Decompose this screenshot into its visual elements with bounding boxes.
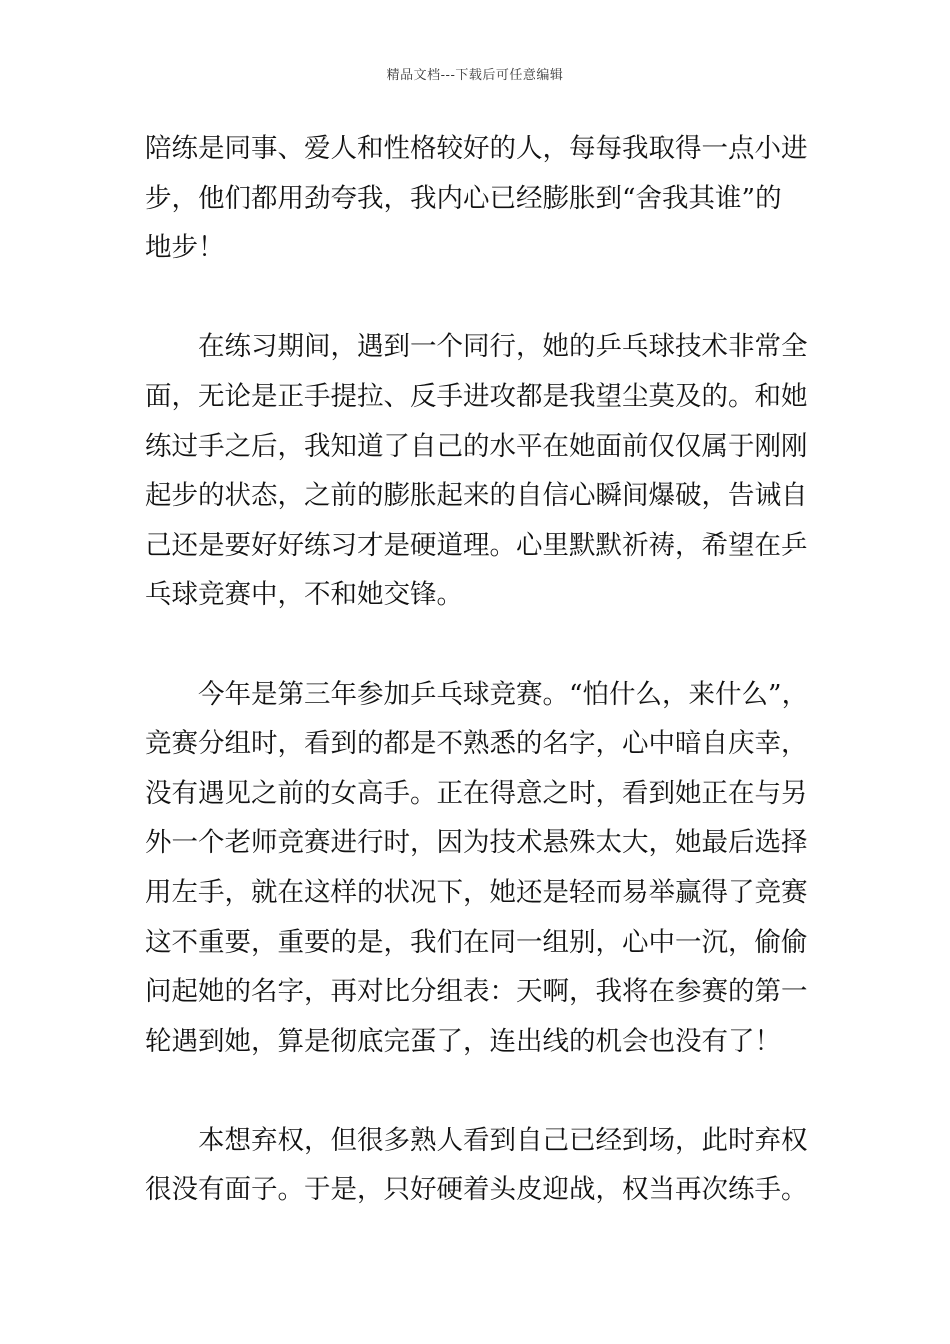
text-line: 问起她的名字，再对比分组表：天啊，我将在参赛的第一 <box>145 976 808 1008</box>
paragraph-3 <box>145 670 810 1067</box>
text-line: 本想弃权，但很多熟人看到自己已经到场，此时弃权 <box>198 1124 808 1156</box>
text-line: 外一个老师竞赛进行时，因为技术悬殊太大，她最后选择 <box>145 827 808 859</box>
text-line: 轮遇到她，算是彻底完蛋了，连出线的机会也没有了！ <box>145 1025 781 1057</box>
text-line: 己还是要好好练习才是硬道理。心里默默祈祷，希望在乒 <box>145 529 808 561</box>
text-line: 练过手之后，我知道了自己的水平在她面前仅仅属于刚刚 <box>145 430 808 462</box>
text-line: 地步！ <box>145 232 225 264</box>
paragraph-gap <box>145 620 810 670</box>
text-line: 没有遇见之前的女高手。正在得意之时，看到她正在与另 <box>145 777 808 809</box>
text-line: 这不重要，重要的是，我们在同一组别，心中一沉，偷偷 <box>145 926 808 958</box>
page-header: 精品文档---下载后可任意编辑 <box>386 68 564 83</box>
text-line: 步，他们都用劲夸我，我内心已经膨胀到“舍我其谁”的 <box>145 182 782 214</box>
text-line: 陪练是同事、爱人和性格较好的人，每每我取得一点小进 <box>145 133 808 164</box>
paragraph-1 <box>145 124 810 273</box>
text-line: 起步的状态，之前的膨胀起来的自信心瞬间爆破，告诫自 <box>145 480 808 512</box>
text-line: 乓球竞赛中，不和她交锋。 <box>145 579 463 611</box>
text-line: 竞赛分组时，看到的都是不熟悉的名字，心中暗自庆幸， <box>145 728 808 760</box>
paragraph-gap <box>145 273 810 323</box>
text-line: 在练习期间，遇到一个同行，她的乒乓球技术非常全 <box>198 331 808 363</box>
text-line: 面，无论是正手提拉、反手进攻都是我望尘莫及的。和她 <box>145 380 808 412</box>
paragraph-gap <box>145 1066 810 1116</box>
document-body <box>145 124 810 1215</box>
text-line: 很没有面子。于是，只好硬着头皮迎战，权当再次练手。 <box>145 1174 808 1206</box>
text-line: 今年是第三年参加乒乓球竞赛。“怕什么，来什么”， <box>198 678 809 710</box>
paragraph-4 <box>145 1116 810 1215</box>
text-line: 用左手，就在这样的状况下，她还是轻而易举赢得了竞赛 <box>145 876 808 908</box>
paragraph-2 <box>145 322 810 620</box>
